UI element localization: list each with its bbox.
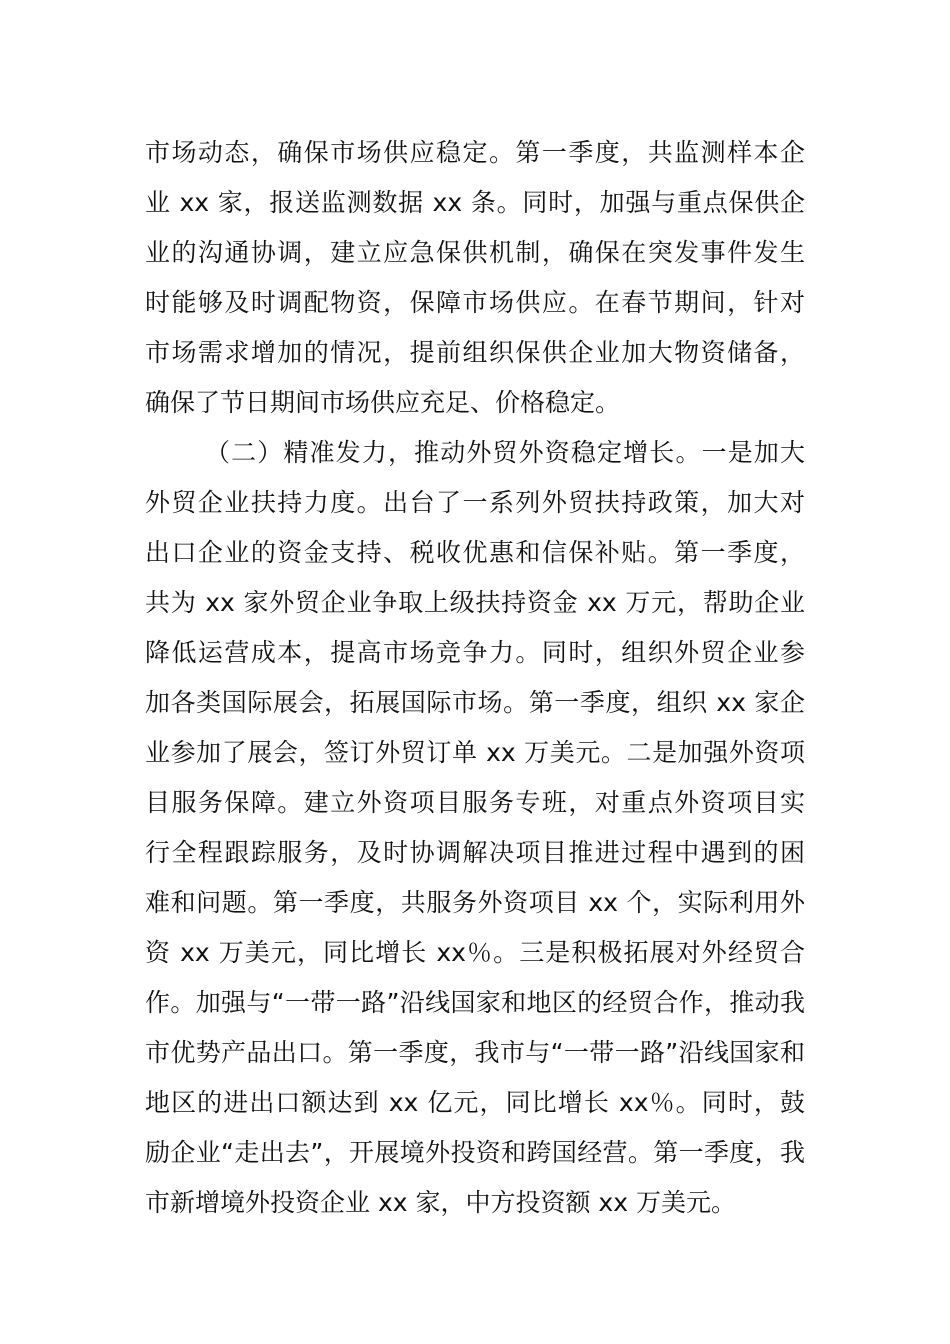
paragraph-2-line-8: 目服务保障。建立外资项目服务专班，对重点外资项目实 xyxy=(145,788,805,817)
paragraph-2-line-2: 外贸企业扶持力度。出台了一系列外贸扶持政策，加大对 xyxy=(145,488,805,517)
paragraph-1-line-4: 时能够及时调配物资，保障市场供应。在春节期间，针对 xyxy=(145,288,805,317)
paragraph-2-line-10: 难和问题。第一季度，共服务外资项目 xx 个，实际利用外 xyxy=(145,888,805,917)
paragraph-1-line-1: 市场动态，确保市场供应稳定。第一季度，共监测样本企 xyxy=(145,138,805,167)
paragraph-2-line-16: 市新增境外投资企业 xx 家，中方投资额 xx 万美元。 xyxy=(145,1188,736,1217)
paragraph-2-line-4: 共为 xx 家外贸企业争取上级扶持资金 xx 万元，帮助企业 xyxy=(145,588,805,617)
paragraph-1-line-3: 业的沟通协调，建立应急保供机制，确保在突发事件发生 xyxy=(145,238,805,267)
paragraph-1-line-6: 确保了节日期间市场供应充足、价格稳定。 xyxy=(145,388,621,417)
paragraph-2-line-5: 降低运营成本，提高市场竞争力。同时，组织外贸企业参 xyxy=(145,638,805,667)
paragraph-2-line-6: 加各类国际展会，拓展国际市场。第一季度，组织 xx 家企 xyxy=(145,688,805,717)
paragraph-1-line-5: 市场需求增加的情况，提前组织保供企业加大物资储备， xyxy=(145,338,805,367)
paragraph-2-line-1: （二）精准发力，推动外贸外资稳定增长。一是加大 xyxy=(205,438,805,467)
paragraph-2-line-11: 资 xx 万美元，同比增长 xx％。三是积极拓展对外经贸合 xyxy=(145,938,805,967)
paragraph-2-line-14: 地区的进出口额达到 xx 亿元，同比增长 xx％。同时，鼓 xyxy=(145,1088,805,1117)
paragraph-2-line-15: 励企业“走出去”，开展境外投资和跨国经营。第一季度，我 xyxy=(145,1138,805,1167)
paragraph-2-line-13: 市优势产品出口。第一季度，我市与“一带一路”沿线国家和 xyxy=(145,1038,805,1067)
paragraph-2-line-7: 业参加了展会，签订外贸订单 xx 万美元。二是加强外资项 xyxy=(145,738,805,767)
paragraph-2-line-12: 作。加强与“一带一路”沿线国家和地区的经贸合作，推动我 xyxy=(145,988,805,1017)
paragraph-2-line-9: 行全程跟踪服务，及时协调解决项目推进过程中遇到的困 xyxy=(145,838,805,867)
paragraph-1-line-2: 业 xx 家，报送监测数据 xx 条。同时，加强与重点保供企 xyxy=(145,188,805,217)
paragraph-2-line-3: 出口企业的资金支持、税收优惠和信保补贴。第一季度， xyxy=(145,538,805,567)
